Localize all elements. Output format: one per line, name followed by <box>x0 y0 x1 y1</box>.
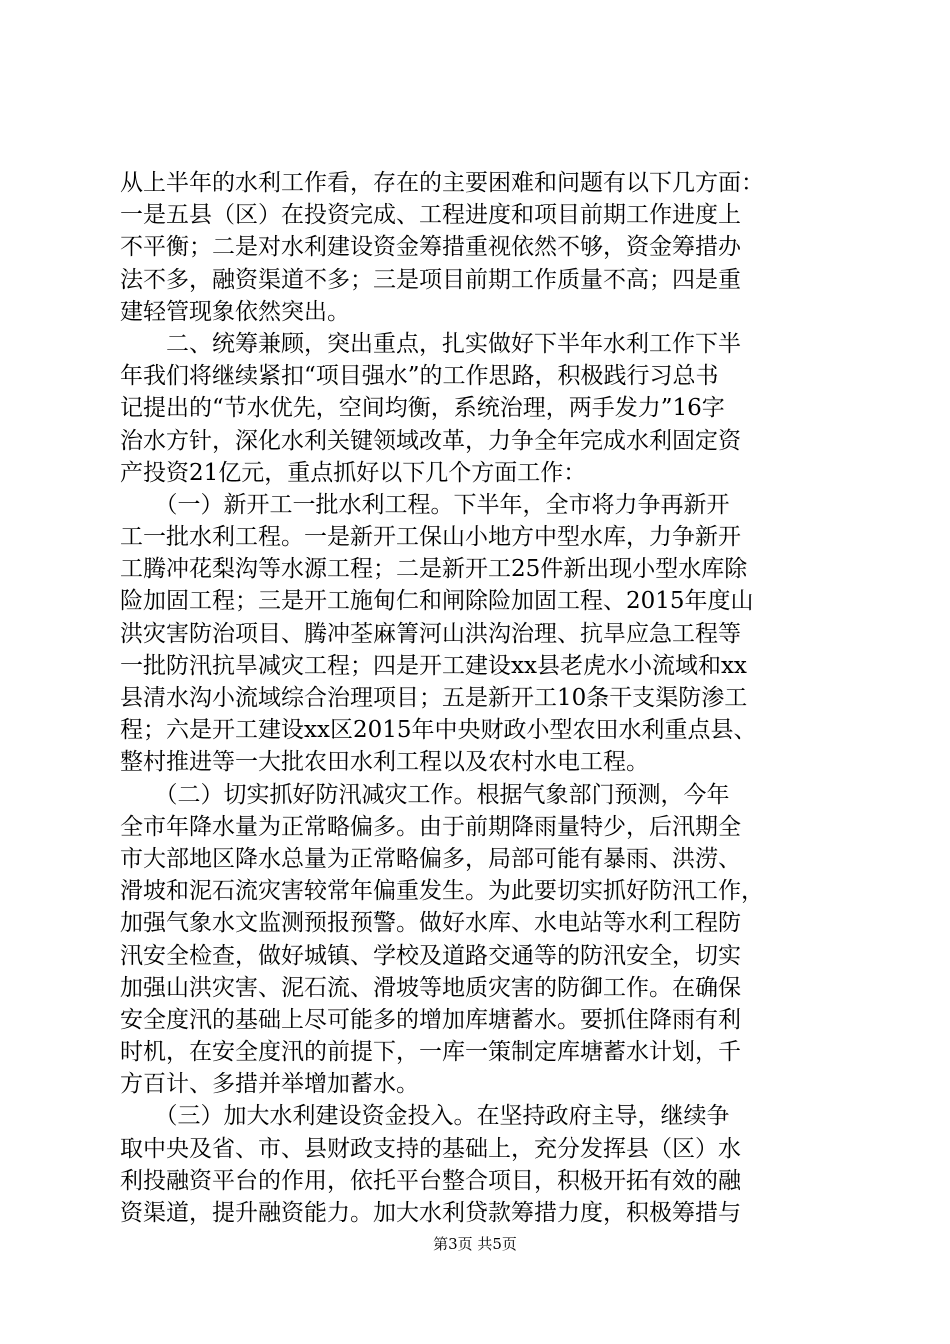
text-line: 滑坡和泥石流灾害较常年偏重发生。为此要切实抓好防汛工作， <box>120 878 764 905</box>
text-line: 时机，在安全度汛的前提下，一库一策制定库塘蓄水计划，千 <box>120 1039 741 1066</box>
text-line: 洪灾害防治项目、腾冲荃麻箐河山洪沟治理、抗旱应急工程等 <box>120 620 741 647</box>
text-line: 安全度汛的基础上尽可能多的增加库塘蓄水。要抓住降雨有利 <box>120 1006 741 1033</box>
text-line: 加强山洪灾害、泥石流、滑坡等地质灾害的防御工作。在确保 <box>120 974 741 1001</box>
text-line: 险加固工程；三是开工施甸仁和闸除险加固工程、2015年度山 <box>120 588 754 615</box>
text-line: 记提出的“节水优先，空间均衡，系统治理，两手发力”16字 <box>120 395 725 422</box>
document-body <box>120 167 832 1229</box>
text-line: 县清水沟小流域综合治理项目；五是新开工10条干支渠防渗工 <box>120 685 748 711</box>
text-line: 汛安全检查，做好城镇、学校及道路交通等的防汛安全，切实 <box>120 942 741 969</box>
text-line: 资渠道，提升融资能力。加大水利贷款筹措力度，积极筹措与 <box>120 1200 741 1226</box>
section-heading-line: 二、统筹兼顾，突出重点，扎实做好下半年水利工作下半 <box>120 330 741 357</box>
text-line: 加强气象水文监测预报预警。做好水库、水电站等水利工程防 <box>120 910 741 937</box>
text-line: 从上半年的水利工作看，存在的主要困难和问题有以下几方面： <box>120 170 764 196</box>
text-line: 产投资21亿元，重点抓好以下几个方面工作： <box>120 459 587 486</box>
text-line: 方百计、多措并举增加蓄水。 <box>120 1071 419 1098</box>
subsection-heading-line: （二）切实抓好防汛减灾工作。根据气象部门预测，今年 <box>120 781 730 808</box>
text-line: 一批防汛抗旱减灾工程；四是开工建设xx县老虎水小流域和xx <box>120 652 747 679</box>
text-line: 市大部地区降水总量为正常略偏多，局部可能有暴雨、洪涝、 <box>120 845 741 872</box>
text-line: 工一批水利工程。一是新开工保山小地方中型水库，力争新开 <box>120 524 741 551</box>
subsection-heading-line: （三）加大水利建设资金投入。在坚持政府主导，继续争 <box>120 1103 730 1130</box>
page-number: 第3页 共5页 <box>433 1235 517 1253</box>
text-line: 全市年降水量为正常略偏多。由于前期降雨量特少，后汛期全 <box>120 813 741 840</box>
text-line: 利投融资平台的作用，依托平台整合项目，积极开拓有效的融 <box>120 1167 741 1194</box>
page-footer <box>0 1234 950 1254</box>
subsection-heading-line: （一）新开工一批水利工程。下半年，全市将力争再新开 <box>120 491 730 518</box>
text-line: 工腾冲花梨沟等水源工程；二是新开工25件新出现小型水库除 <box>120 556 748 583</box>
text-line: 取中央及省、市、县财政支持的基础上，充分发挥县（区）水 <box>120 1135 741 1162</box>
text-line: 建轻管现象依然突出。 <box>120 298 350 325</box>
text-line: 年我们将继续紧扣“项目强水”的工作思路，积极践行习总书 <box>120 363 719 390</box>
text-line: 法不多，融资渠道不多；三是项目前期工作质量不高；四是重 <box>120 266 741 293</box>
text-line: 整村推进等一大批农田水利工程以及农村水电工程。 <box>120 749 649 776</box>
text-line: 不平衡；二是对水利建设资金筹措重视依然不够，资金筹措办 <box>120 234 741 261</box>
text-line: 治水方针，深化水利关键领域改革，力争全年完成水利固定资 <box>120 427 741 454</box>
text-line: 一是五县（区）在投资完成、工程进度和项目前期工作进度上 <box>120 202 741 229</box>
text-line: 程；六是开工建设xx区2015年中央财政小型农田水利重点县、 <box>120 717 757 744</box>
